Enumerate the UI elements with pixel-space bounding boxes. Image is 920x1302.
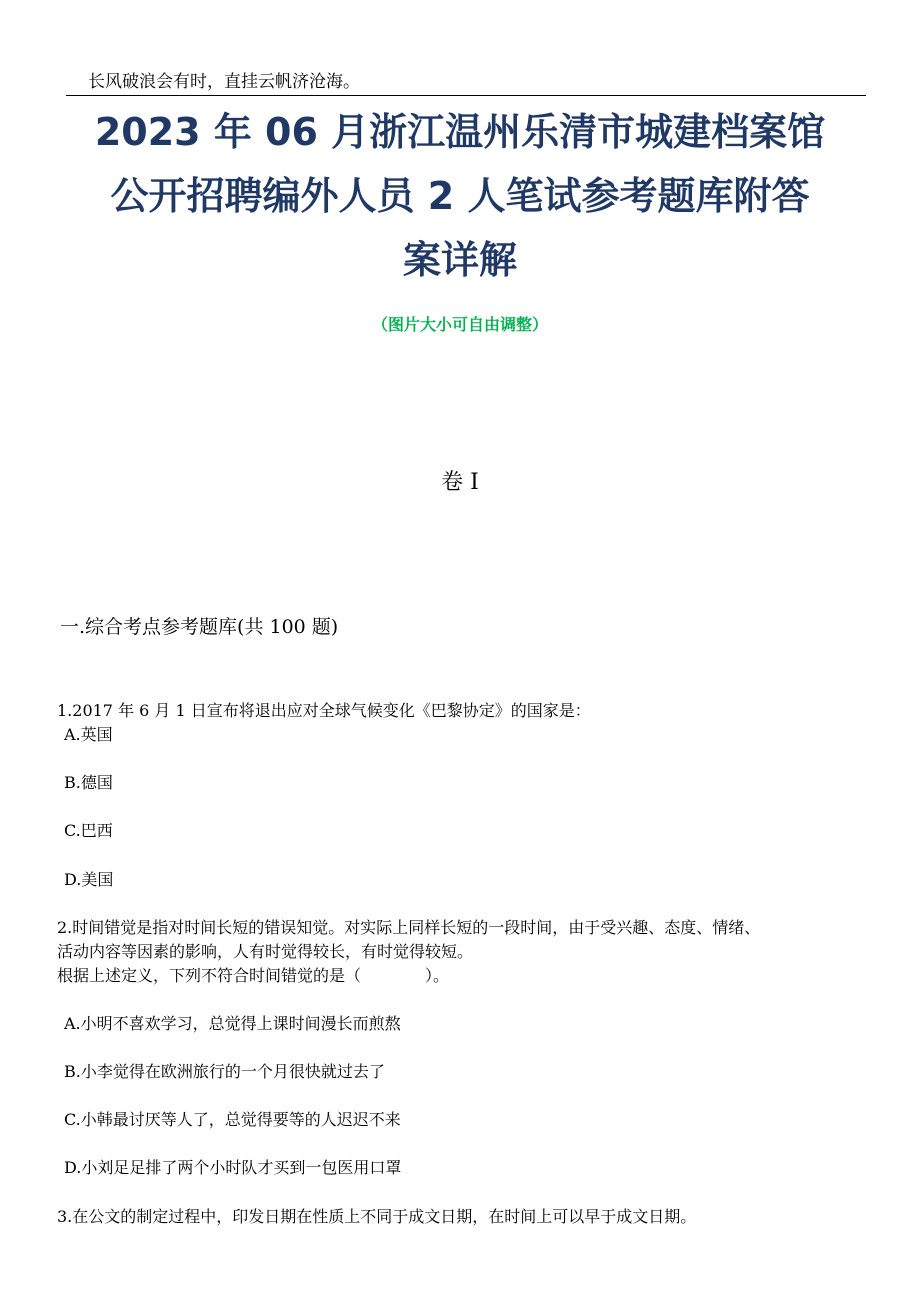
question-2-option-d: D.小刘足足排了两个小时队才买到一包医用口罩 <box>64 1158 402 1177</box>
question-2-option-b: B.小李觉得在欧洲旅行的一个月很快就过去了 <box>64 1062 385 1081</box>
question-1-option-a: A.英国 <box>64 725 113 744</box>
question-2-stem-line-3: 根据上述定义，下列不符合时间错觉的是（ ）。 <box>57 966 450 985</box>
question-1-option-d: D.美国 <box>64 870 114 889</box>
header-motto: 长风破浪会有时，直挂云帆济沧海。 <box>88 72 360 92</box>
document-title <box>40 100 880 292</box>
header-divider <box>66 95 866 96</box>
title-line-3: 案详解 <box>402 238 517 282</box>
question-2-option-c: C.小韩最讨厌等人了，总觉得要等的人迟迟不来 <box>64 1110 401 1129</box>
section-heading: 一.综合考点参考题库(共 100 题) <box>60 616 339 638</box>
question-2-option-a: A.小明不喜欢学习，总觉得上课时间漫长而煎熬 <box>64 1014 401 1033</box>
question-1-option-c: C.巴西 <box>64 821 113 840</box>
document-subtitle: （图片大小可自由调整） <box>371 315 548 334</box>
question-1-stem: 1.2017 年 6 月 1 日宣布将退出应对全球气候变化《巴黎协定》的国家是： <box>57 701 591 720</box>
title-line-1: 2023 年 06 月浙江温州乐清市城建档案馆 <box>94 110 826 154</box>
question-3-stem: 3.在公文的制定过程中，印发日期在性质上不同于成文日期，在时间上可以早于成文日期。 <box>57 1207 697 1226</box>
question-2-stem-line-2: 活动内容等因素的影响，人有时觉得较长，有时觉得较短。 <box>57 942 474 961</box>
volume-label: 卷 I <box>441 470 479 495</box>
question-1-option-b: B.德国 <box>64 773 113 792</box>
title-line-2: 公开招聘编外人员 2 人笔试参考题库附答 <box>110 174 810 218</box>
question-2-stem-line-1: 2.时间错觉是指对时间长短的错误知觉。对实际上同样长短的一段时间，由于受兴趣、态度、情绪、 <box>57 918 761 937</box>
